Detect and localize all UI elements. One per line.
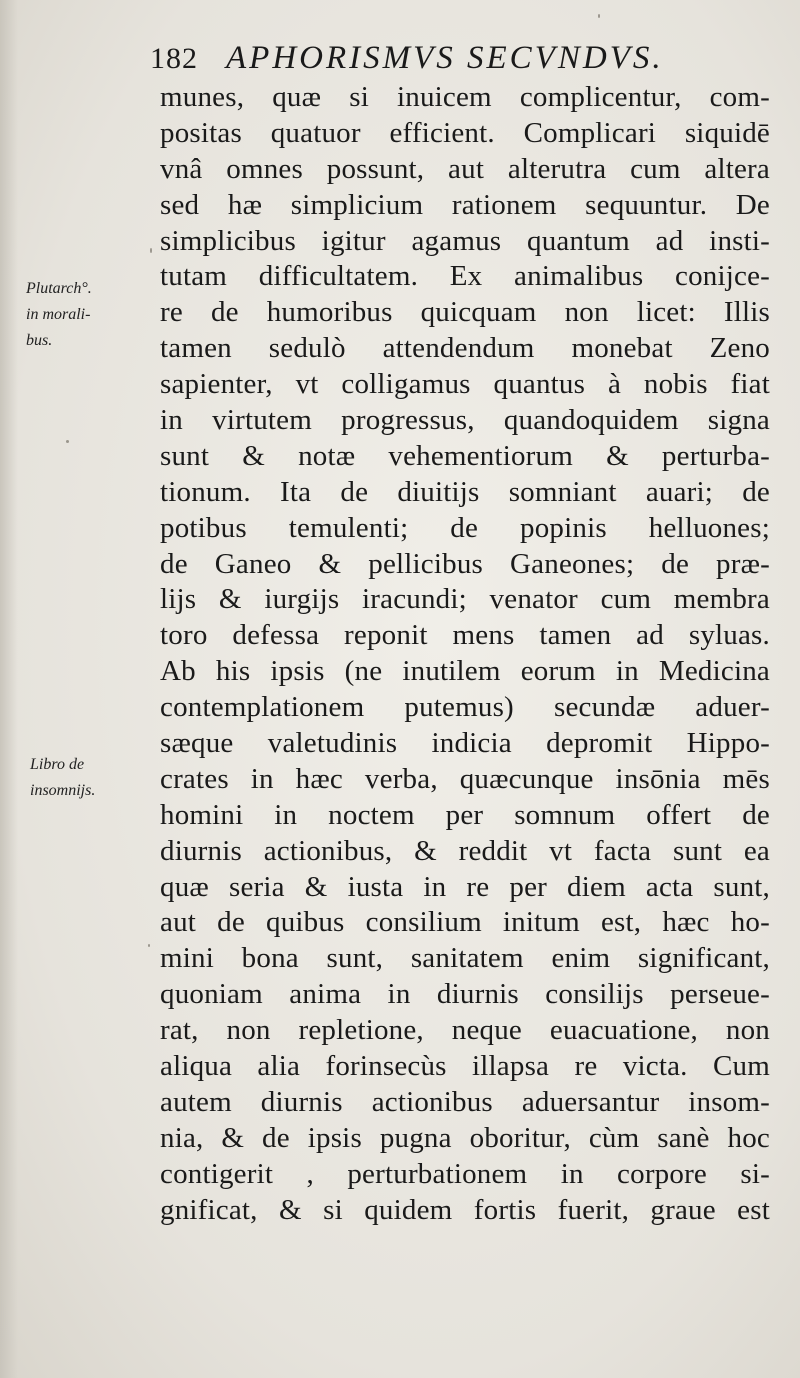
text-line: re de humoribus quicquam non licet: Illis (160, 296, 770, 329)
text-line: lijs & iurgijs iracundi; venator cum membra (160, 583, 770, 616)
text-line: in virtutem progressus, quandoquidem signa (160, 404, 770, 437)
text-line: aut de quibus consilium initum est, hæc ho- (160, 906, 770, 939)
paper-speck (66, 440, 69, 443)
text-line: sunt & notæ vehementiorum & perturba- (160, 439, 770, 472)
paper-speck (148, 944, 150, 947)
text-line: contemplationem putemus) secundæ aduer- (160, 691, 770, 724)
margin-note-line: bus. (26, 332, 53, 349)
margin-note-line: insomnijs. (30, 782, 96, 799)
text-line: quoniam anima in diurnis consilijs perseue- (160, 978, 770, 1011)
paper-speck (150, 248, 152, 253)
text-line: tionum. Ita de diuitijs somniant auari; de (160, 475, 770, 508)
margin-note-libro (30, 752, 95, 804)
text-line: tutam difficultatem. Ex animalibus conijce- (160, 260, 770, 293)
text-line: diurnis actionibus, & reddit vt facta sunt ea (160, 834, 770, 867)
margin-note-plutarch (26, 276, 92, 354)
text-line: vnâ omnes possunt, aut alterutra cum altera (160, 152, 770, 185)
text-line: mini bona sunt, sanitatem enim significant, (160, 942, 770, 975)
text-line: munes, quæ si inuicem complicentur, com- (160, 81, 770, 113)
margin-note-line: in morali- (26, 306, 91, 323)
body-text (160, 80, 770, 1229)
margin-note-line: Plutarch°. (26, 280, 92, 297)
text-line: nia, & de ipsis pugna oboritur, cùm sanè hoc (160, 1121, 770, 1154)
text-line: autem diurnis actionibus aduersantur insom- (160, 1085, 770, 1118)
text-line: crates in hæc verba, quæcunque insōnia mēs (160, 762, 770, 795)
text-line: homini in noctem per somnum offert de (160, 798, 770, 831)
text-line: rat, non repletione, neque euacuatione, non (160, 1014, 770, 1047)
text-line: simplicibus igitur agamus quantum ad insti- (160, 224, 770, 257)
page-number: 182 (150, 42, 198, 75)
text-line: aliqua alia forinsecùs illapsa re victa. Cum (160, 1050, 770, 1083)
running-head-title: APHORISMVS SECVNDVS. (226, 40, 664, 76)
gutter-shadow (0, 0, 18, 1378)
text-line: sæque valetudinis indicia depromit Hippo- (160, 727, 770, 760)
text-line: gnificat, & si quidem fortis fuerit, graue est (160, 1193, 770, 1226)
text-line: contigerit , perturbationem in corpore si- (160, 1157, 770, 1190)
text-line: quæ seria & iusta in re per diem acta sunt, (160, 870, 770, 903)
text-line: potibus temulenti; de popinis helluones; (160, 511, 770, 544)
text-line: sed hæ simplicium rationem sequuntur. De (160, 188, 770, 221)
text-line: toro defessa reponit mens tamen ad syluas. (160, 619, 770, 652)
text-line: de Ganeo & pellicibus Ganeones; de præ- (160, 547, 770, 580)
text-line: tamen sedulò attendendum monebat Zeno (160, 332, 770, 365)
margin-note-line: Libro de (30, 756, 85, 773)
paper-speck (598, 14, 600, 18)
text-line: Ab his ipsis (ne inutilem eorum in Medicina (160, 655, 770, 688)
text-line: positas quatuor efficient. Complicari siquidē (160, 116, 770, 149)
text-line: sapienter, vt colligamus quantus à nobis fiat (160, 368, 770, 401)
